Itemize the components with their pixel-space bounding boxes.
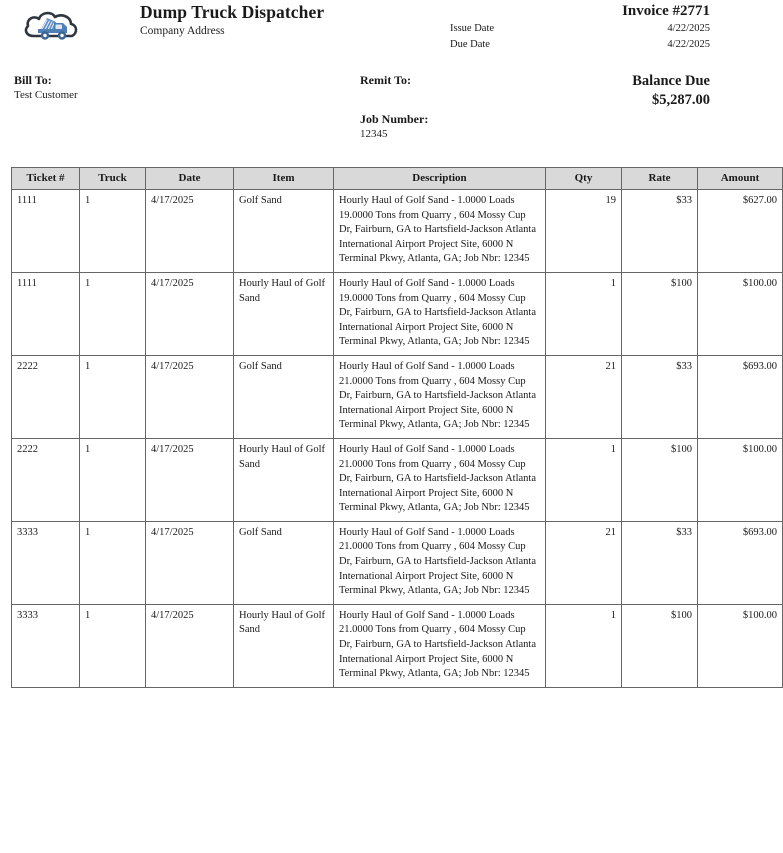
cell-qty: 21	[546, 521, 622, 604]
balance-due-value: $5,287.00	[652, 92, 710, 108]
cell-truck: 1	[80, 604, 146, 687]
table-body	[12, 190, 783, 688]
cell-truck: 1	[80, 190, 146, 273]
cell-description: Hourly Haul of Golf Sand - 1.0000 Loads 19.0000 Tons from Quarry , 604 Mossy Cup Dr, Fairburn, GA to Hartsfield-Jackson Atlanta International Airport Project Site, 6000 N Terminal Pkwy, Atlanta, GA; Job Nbr: 12345	[334, 272, 546, 355]
cell-ticket: 1111	[12, 272, 80, 355]
cell-amount: $100.00	[698, 604, 783, 687]
cell-rate: $100	[622, 272, 698, 355]
column-header-rate: Rate	[622, 168, 698, 190]
table-header-row	[12, 168, 783, 190]
cell-amount: $100.00	[698, 272, 783, 355]
cell-truck: 1	[80, 438, 146, 521]
job-number-block	[360, 111, 428, 142]
table-row	[12, 604, 783, 687]
column-header-truck: Truck	[80, 168, 146, 190]
cell-item: Golf Sand	[234, 190, 334, 273]
column-header-date: Date	[146, 168, 234, 190]
cell-item: Hourly Haul of Golf Sand	[234, 604, 334, 687]
cell-date: 4/17/2025	[146, 190, 234, 273]
cell-item: Hourly Haul of Golf Sand	[234, 438, 334, 521]
issue-date-row	[430, 21, 710, 36]
parties-section	[0, 72, 720, 152]
column-header-description: Description	[334, 168, 546, 190]
cell-truck: 1	[80, 355, 146, 438]
cell-item: Golf Sand	[234, 521, 334, 604]
due-date-label: Due Date	[450, 39, 490, 50]
bill-to-label: Bill To:	[14, 73, 52, 87]
cell-rate: $100	[622, 438, 698, 521]
cell-truck: 1	[80, 272, 146, 355]
bill-to-customer: Test Customer	[14, 89, 78, 101]
column-header-qty: Qty	[546, 168, 622, 190]
dump-truck-cloud-logo-icon	[18, 6, 88, 50]
cell-truck: 1	[80, 521, 146, 604]
invoice-summary	[430, 2, 710, 52]
cell-description: Hourly Haul of Golf Sand - 1.0000 Loads 21.0000 Tons from Quarry , 604 Mossy Cup Dr, Fairburn, GA to Hartsfield-Jackson Atlanta International Airport Project Site, 6000 N Terminal Pkwy, Atlanta, GA; Job Nbr: 12345	[334, 438, 546, 521]
invoice-header	[0, 0, 720, 62]
column-header-amount: Amount	[698, 168, 783, 190]
cell-amount: $693.00	[698, 521, 783, 604]
due-date-value: 4/22/2025	[667, 39, 710, 50]
cell-rate: $33	[622, 190, 698, 273]
job-number-label: Job Number:	[360, 112, 429, 126]
cell-ticket: 3333	[12, 521, 80, 604]
cell-ticket: 2222	[12, 438, 80, 521]
cell-ticket: 2222	[12, 355, 80, 438]
cell-qty: 21	[546, 355, 622, 438]
cell-qty: 19	[546, 190, 622, 273]
cell-date: 4/17/2025	[146, 438, 234, 521]
column-header-ticket: Ticket #	[12, 168, 80, 190]
company-name: Dump Truck Dispatcher	[140, 2, 325, 22]
cell-ticket: 3333	[12, 604, 80, 687]
remit-to-block	[360, 72, 411, 88]
cell-description: Hourly Haul of Golf Sand - 1.0000 Loads 21.0000 Tons from Quarry , 604 Mossy Cup Dr, Fairburn, GA to Hartsfield-Jackson Atlanta International Airport Project Site, 6000 N Terminal Pkwy, Atlanta, GA; Job Nbr: 12345	[334, 521, 546, 604]
cell-item: Hourly Haul of Golf Sand	[234, 272, 334, 355]
table-row	[12, 355, 783, 438]
table-row	[12, 190, 783, 273]
issue-date-value: 4/22/2025	[667, 23, 710, 34]
column-header-item: Item	[234, 168, 334, 190]
cell-rate: $33	[622, 355, 698, 438]
bill-to-block	[14, 72, 78, 103]
cell-amount: $627.00	[698, 190, 783, 273]
issue-date-label: Issue Date	[450, 23, 495, 34]
due-date-row	[430, 37, 710, 52]
company-block	[140, 2, 324, 39]
cell-qty: 1	[546, 438, 622, 521]
cell-rate: $33	[622, 521, 698, 604]
table-header	[12, 168, 783, 190]
cell-ticket: 1111	[12, 190, 80, 273]
cell-qty: 1	[546, 604, 622, 687]
cell-date: 4/17/2025	[146, 521, 234, 604]
cell-amount: $693.00	[698, 355, 783, 438]
remit-to-label: Remit To:	[360, 73, 411, 87]
table-row	[12, 438, 783, 521]
table-row	[12, 521, 783, 604]
cell-date: 4/17/2025	[146, 604, 234, 687]
cell-item: Golf Sand	[234, 355, 334, 438]
cell-date: 4/17/2025	[146, 272, 234, 355]
cell-qty: 1	[546, 272, 622, 355]
table-row	[12, 272, 783, 355]
cell-amount: $100.00	[698, 438, 783, 521]
line-items-table	[11, 167, 783, 688]
cell-description: Hourly Haul of Golf Sand - 1.0000 Loads 21.0000 Tons from Quarry , 604 Mossy Cup Dr, Fairburn, GA to Hartsfield-Jackson Atlanta International Airport Project Site, 6000 N Terminal Pkwy, Atlanta, GA; Job Nbr: 12345	[334, 604, 546, 687]
company-logo	[18, 6, 88, 50]
cell-description: Hourly Haul of Golf Sand - 1.0000 Loads 19.0000 Tons from Quarry , 604 Mossy Cup Dr, Fairburn, GA to Hartsfield-Jackson Atlanta International Airport Project Site, 6000 N Terminal Pkwy, Atlanta, GA; Job Nbr: 12345	[334, 190, 546, 273]
company-address: Company Address	[140, 25, 225, 37]
balance-due-block	[450, 72, 710, 109]
invoice-number-title: Invoice #2771	[622, 3, 710, 19]
cell-date: 4/17/2025	[146, 355, 234, 438]
cell-rate: $100	[622, 604, 698, 687]
cell-description: Hourly Haul of Golf Sand - 1.0000 Loads 21.0000 Tons from Quarry , 604 Mossy Cup Dr, Fairburn, GA to Hartsfield-Jackson Atlanta International Airport Project Site, 6000 N Terminal Pkwy, Atlanta, GA; Job Nbr: 12345	[334, 355, 546, 438]
balance-due-label: Balance Due	[632, 73, 710, 89]
job-number-value: 12345	[360, 128, 388, 140]
